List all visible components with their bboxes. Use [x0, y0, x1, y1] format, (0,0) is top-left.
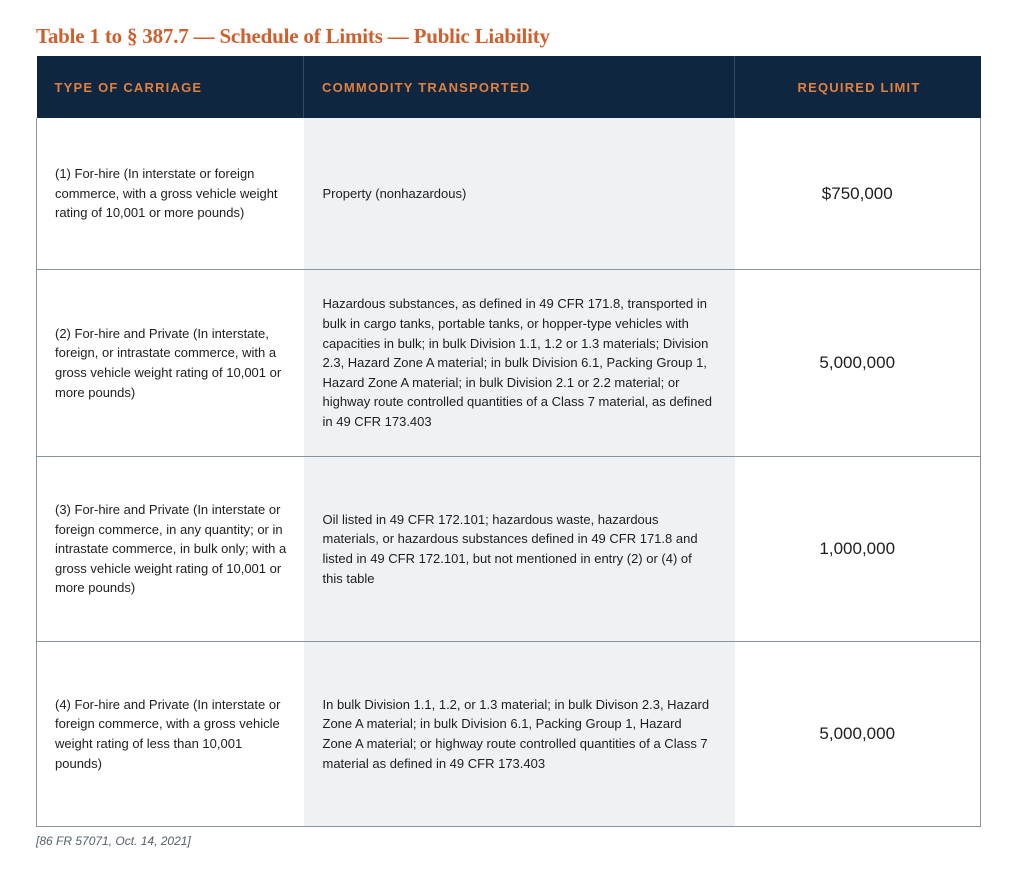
schedule-of-limits-table	[36, 56, 981, 827]
required-limit-cell: 1,000,000	[735, 457, 981, 642]
type-of-carriage-cell: (3) For-hire and Private (In interstate or foreign commerce, in any quantity; or in intrastate commerce, in bulk only; with a gross vehicle weight rating of 10,001 or more pounds)	[37, 457, 304, 642]
required-limit-cell: $750,000	[735, 118, 981, 270]
table-row	[37, 270, 981, 457]
header-required-limit: REQUIRED LIMIT	[735, 56, 981, 118]
header-type-of-carriage: TYPE OF CARRIAGE	[37, 56, 304, 118]
commodity-cell: Oil listed in 49 CFR 172.101; hazardous waste, hazardous materials, or hazardous substances defined in 49 CFR 171.8 and listed in 49 CFR 172.101, but not mentioned in entry (2) or (4) of this table	[304, 457, 735, 642]
table-row	[37, 457, 981, 642]
required-limit-cell: 5,000,000	[735, 270, 981, 457]
commodity-cell: Property (nonhazardous)	[304, 118, 735, 270]
header-commodity-transported: COMMODITY TRANSPORTED	[304, 56, 735, 118]
type-of-carriage-cell: (1) For-hire (In interstate or foreign commerce, with a gross vehicle weight rating of 10,001 or more pounds)	[37, 118, 304, 270]
table-row	[37, 642, 981, 827]
commodity-cell: Hazardous substances, as defined in 49 CFR 171.8, transported in bulk in cargo tanks, portable tanks, or hopper-type vehicles with capacities in bulk; in bulk Division 1.1, 1.2 or 1.3 materials; Division 2.3, Hazard Zone A material; in bulk Division 6.1, Packing Group 1, Hazard Zone A material; in bulk Division 2.1 or 2.2 material; or highway route controlled quantities of a Class 7 material, as defined in 49 CFR 173.403	[304, 270, 735, 457]
required-limit-cell: 5,000,000	[735, 642, 981, 827]
table-header	[37, 56, 981, 118]
citation: [86 FR 57071, Oct. 14, 2021]	[36, 834, 191, 848]
type-of-carriage-cell: (4) For-hire and Private (In interstate or foreign commerce, with a gross vehicle weight rating of less than 10,001 pounds)	[37, 642, 304, 827]
table-row	[37, 118, 981, 270]
table-title: Table 1 to § 387.7 — Schedule of Limits — Public Liability	[36, 24, 550, 48]
commodity-cell: In bulk Division 1.1, 1.2, or 1.3 material; in bulk Divison 2.3, Hazard Zone A material; in bulk Division 6.1, Packing Group 1, Hazard Zone A material; or highway route controlled quantities of a Class 7 material as defined in 49 CFR 173.403	[304, 642, 735, 827]
type-of-carriage-cell: (2) For-hire and Private (In interstate, foreign, or intrastate commerce, with a gross vehicle weight rating of 10,001 or more pounds)	[37, 270, 304, 457]
